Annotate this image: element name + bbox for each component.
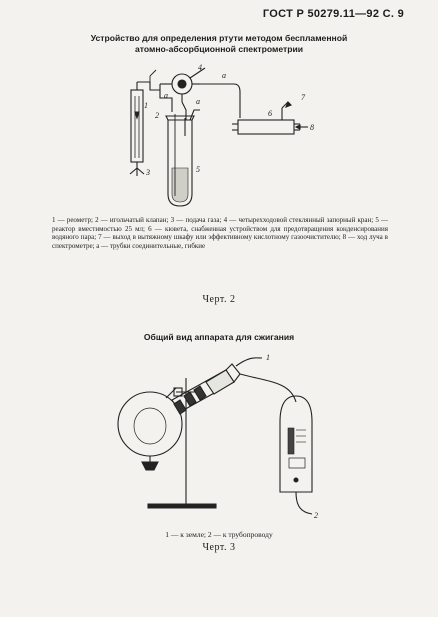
label-1: 1 <box>144 101 148 110</box>
figure-2-title-line-1: Устройство для определения ртути методом беспламенной <box>90 33 348 43</box>
cuvette <box>232 102 308 134</box>
mercury-apparatus-diagram <box>0 58 438 218</box>
fig3-label-2: 2 <box>314 511 318 520</box>
label-2: 2 <box>155 111 159 120</box>
figure-2-number: Черт. 2 <box>202 294 236 305</box>
label-a-1: а <box>164 91 168 100</box>
reactor <box>166 114 194 206</box>
gas-inlet <box>130 162 144 176</box>
fig3-label-1: 1 <box>266 353 270 362</box>
figure-2-title-line-2: атомно-абсорбционной спектрометрии <box>134 44 304 54</box>
label-4: 4 <box>198 63 202 72</box>
label-a-3: а <box>222 71 226 80</box>
figure-3-number: Черт. 3 <box>202 542 236 553</box>
rheometer <box>131 82 143 162</box>
label-6: 6 <box>268 109 272 118</box>
combustion-apparatus-diagram <box>0 352 438 532</box>
figure-3-caption: 1 — к земле; 2 — к трубопроводу <box>165 530 273 539</box>
label-7: 7 <box>301 93 305 102</box>
label-5: 5 <box>196 165 200 174</box>
page-header: ГОСТ Р 50279.11—92 С. 9 <box>262 8 404 20</box>
figure-3-title: Общий вид аппарата для сжигания <box>143 332 295 342</box>
figure-2-caption: 1 — реометр; 2 — игольчатый клапан; 3 — подача газа; 4 — четырехходовой стеклянный запорный кран; 5 — реактор вместимостью 25 мл; 6 — кювета, снабженная устройством для предотвращения конденсирования водяного пара; 7 — выход в вытяжному шкафу или эффективному кислотному газоочистителю; 8 — ход луча в спектрометре; а — трубки соединительные, гибкие <box>52 216 388 250</box>
control-unit <box>280 396 312 492</box>
label-8: 8 <box>310 123 314 132</box>
figure-2-title <box>60 33 378 55</box>
label-a-2: а <box>196 97 200 106</box>
label-3: 3 <box>146 168 150 177</box>
